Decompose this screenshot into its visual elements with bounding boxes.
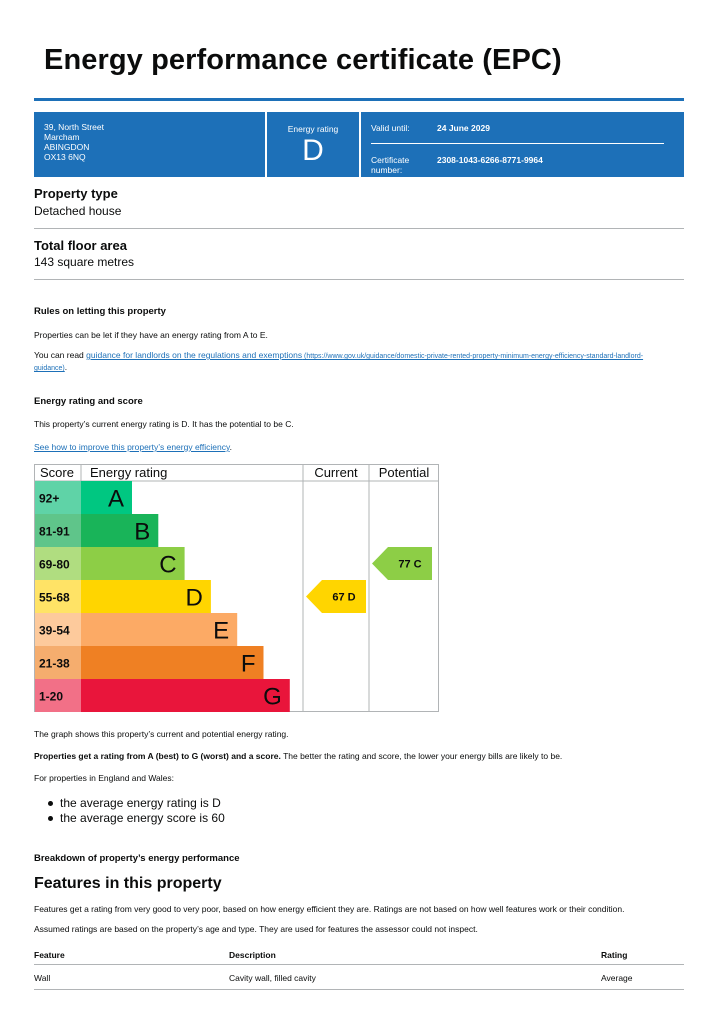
band-bar-f [81,646,264,679]
band-letter-a: A [107,485,124,513]
improve-link-line [34,442,684,452]
graph-explain: The graph shows this property’s current and potential energy rating. [34,729,289,739]
features-text: Features get a rating from very good to very poor, based on how energy efficient they are. Ratings are not based on how well features work or their condition. [34,904,625,914]
potential-rating-label: 77 C [398,558,422,571]
rating-explain-bold: Properties get a rating from A (best) to G (worst) and a score. [34,751,281,761]
certificate-label-line: Certificate [371,155,410,165]
energy-rating-header: Energy rating [90,465,168,480]
description-cell: Cavity wall, filled cavity [229,973,316,983]
rating-heading: Energy rating and score [34,396,143,407]
table-rule [34,989,684,990]
band-letter-b: B [134,518,151,546]
band-score-b: 81-91 [39,524,70,539]
band-letter-e: E [213,617,230,645]
energy-rating-label: Energy rating [287,124,339,134]
score-header: Score [40,465,74,480]
rating-explain [34,751,684,761]
letting-text: Properties can be let if they have an energy rating from A to E. [34,330,268,340]
col-description-header: Description [229,950,276,960]
england-wales-text: For properties in England and Wales: [34,773,175,783]
property-type-heading: Property type [34,186,118,201]
band-letter-f: F [240,650,256,678]
property-address [44,122,104,162]
improve-link[interactable]: See how to improve this property’s energy efficiency [34,442,230,452]
band-letter-d: D [185,584,203,612]
rating-cell: Average [601,973,633,983]
current-header: Current [314,465,358,480]
table-rule [34,964,684,965]
features-heading: Features in this property [34,875,222,892]
certificate-banner [34,112,684,177]
rating-explain-rest: The better the rating and score, the lower your energy bills are likely to be. [280,751,563,761]
certificate-number-label [371,155,409,175]
guidance-suffix: . [64,362,68,372]
page-title: Energy performance certificate (EPC) [44,44,562,76]
valid-until-label: Valid until: [371,123,410,133]
band-letter-c: C [159,551,177,579]
banner-divider [359,112,361,177]
energy-rating-chart [34,464,439,712]
band-score-f: 21-38 [39,656,70,671]
certificate-label-line: number: [371,165,403,175]
floor-area-value: 143 square metres [34,255,135,269]
valid-until-value: 24 June 2029 [437,123,490,133]
band-score-a: 92+ [39,491,60,506]
guidance-url-cont[interactable]: guidance) [34,365,65,372]
floor-area-heading: Total floor area [34,238,127,253]
title-rule [34,98,684,101]
energy-rating-letter: D [302,134,324,167]
average-rating-item: the average energy rating is D [60,796,221,810]
band-score-e: 39-54 [39,623,70,638]
feature-cell: Wall [34,973,51,983]
rating-text: This property’s current energy rating is D. It has the potential to be C. [34,419,294,429]
breakdown-heading: Breakdown of property’s energy performance [34,853,240,864]
col-rating-header: Rating [601,950,628,960]
band-bar-g [81,679,290,712]
band-score-g: 1-20 [39,689,64,704]
band-bar-a [81,481,132,514]
band-score-d: 55-68 [39,590,70,605]
address-line: Marcham [44,132,80,142]
address-line: OX13 6NQ [44,152,86,162]
certificate-number-value: 2308-1043-6266-8771-9964 [437,155,543,165]
band-score-c: 69-80 [39,557,70,572]
guidance-prefix: You can read [34,350,87,360]
property-type-value: Detached house [34,204,122,218]
band-letter-g: G [263,683,282,711]
letting-heading: Rules on letting this property [34,306,166,317]
section-divider [34,228,684,229]
guidance-link[interactable]: guidance for landlords on the regulations and exemptions [86,350,303,360]
address-line: 39, North Street [44,122,105,132]
guidance-url[interactable]: (https://www.gov.uk/guidance/domestic-private-rented-property-minimum-energy-efficiency-standard-landlord- [302,353,644,360]
address-line: ABINGDON [44,142,90,152]
potential-header: Potential [378,465,430,480]
current-rating-label: 67 D [332,591,356,604]
banner-hr [371,143,664,144]
section-divider [34,279,684,280]
col-feature-header: Feature [34,950,65,960]
letting-guidance [34,350,684,374]
improve-link-suffix: . [229,442,232,452]
average-score-item: the average energy score is 60 [60,811,225,825]
assumed-ratings-text: Assumed ratings are based on the property’s age and type. They are used for features the assessor could not inspect. [34,924,478,934]
